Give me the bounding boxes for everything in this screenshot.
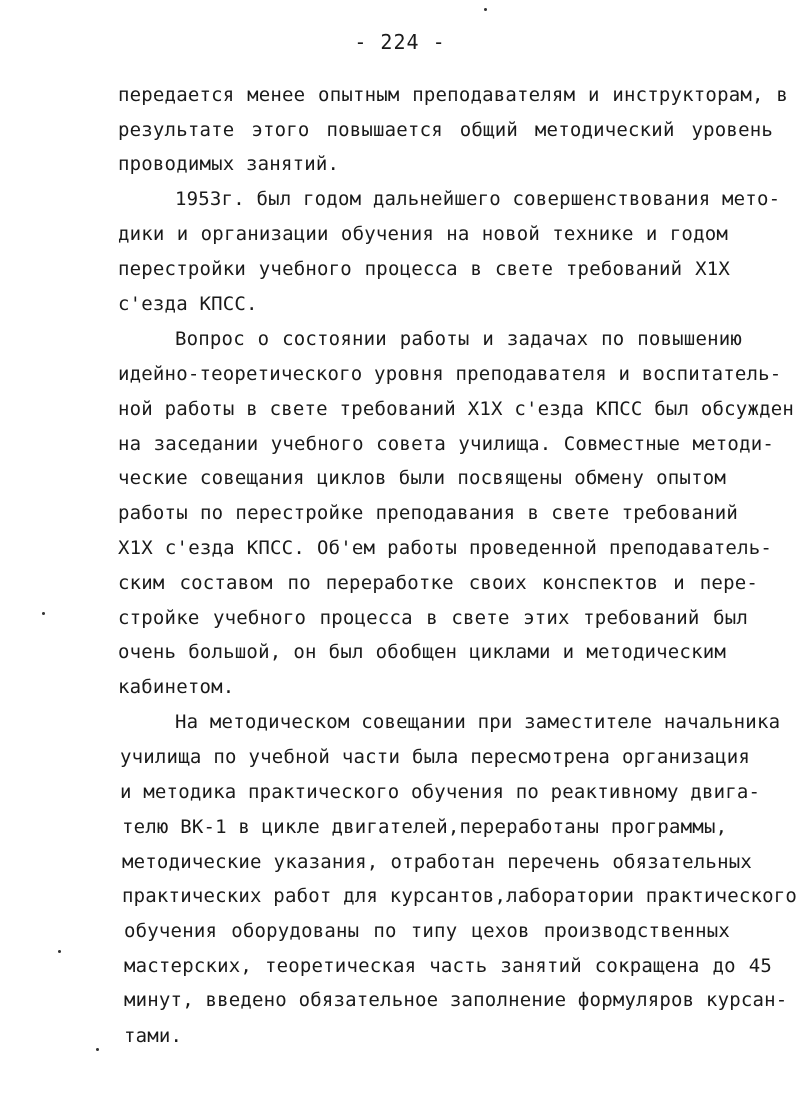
scan-speck	[58, 950, 61, 953]
text-line: с'езда КПСС.	[118, 293, 258, 315]
text-line: кабинетом.	[118, 676, 235, 698]
text-line: практических работ для курсантов,лаборатории практического	[122, 885, 798, 907]
text-line: 1953г. был годом дальнейшего совершенствования мето-	[175, 188, 781, 210]
text-line: перестройки учебного процесса в свете требований Х1Х	[118, 258, 730, 280]
text-line: ским составом по переработке своих конспектов и пере-	[118, 572, 758, 594]
text-line: училища по учебной части была пересмотрена организация	[120, 746, 750, 768]
text-line: проводимых занятий.	[118, 153, 340, 175]
text-line: работы по перестройке преподавания в свете требований	[118, 502, 738, 524]
text-line: тами.	[124, 1025, 183, 1047]
text-line: Х1Х с'езда КПСС. Об'ем работы проведенной преподаватель-	[118, 537, 772, 559]
text-line: результате этого повышается общий методический уровень	[118, 119, 773, 141]
scan-speck	[96, 1048, 99, 1051]
text-line: идейно-теоретического уровня преподавателя и воспитатель-	[118, 363, 782, 385]
scan-speck	[42, 612, 45, 615]
text-line: телю ВК-1 в цикле двигателей,переработаны программы,	[122, 816, 728, 838]
text-line: методические указания, отработан перечень обязательных	[122, 851, 752, 873]
text-line: и методика практического обучения по реактивному двига-	[120, 781, 761, 803]
text-line: обучения оборудованы по типу цехов производственных	[124, 920, 730, 942]
text-line: дики и организации обучения на новой технике и годом	[118, 223, 728, 245]
text-line: на заседании учебного совета училища. Совместные методи-	[118, 433, 774, 455]
text-line: стройке учебного процесса в свете этих требований был	[118, 607, 748, 629]
text-line: минут, введено обязательное заполнение формуляров курсан-	[124, 989, 788, 1011]
scan-speck	[484, 8, 487, 11]
text-line: Вопрос о состоянии работы и задачах по повышению	[175, 328, 742, 350]
text-line: передается менее опытным преподавателям и инструкторам, в	[118, 84, 788, 106]
text-line: мастерских, теоретическая часть занятий сокращена до 45	[124, 955, 772, 977]
text-line: очень большой, он был обобщен циклами и методическим	[118, 641, 726, 663]
text-line: На методическом совещании при заместителе начальника	[175, 711, 781, 733]
text-line: ной работы в свете требований Х1Х с'езда КПСС был обсужден	[118, 398, 794, 420]
page-number: - 224 -	[354, 30, 446, 54]
text-line: ческие совещания циклов были посвящены обмену опытом	[118, 467, 726, 489]
